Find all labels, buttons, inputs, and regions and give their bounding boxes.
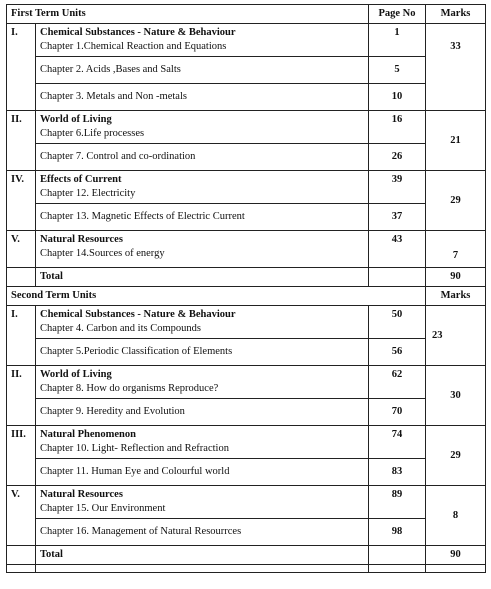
first-term-total-row [7,268,486,287]
unit-number: V. [7,486,36,546]
table-row [7,339,486,366]
unit-page: 89 [369,486,426,519]
unit-number: I. [7,306,36,366]
unit-title: Effects of Current [40,174,122,185]
table-row [7,171,486,204]
table-row [7,366,486,399]
chapter-page: 56 [369,339,426,366]
unit-marks: 29 [426,171,486,231]
unit-page: 50 [369,306,426,339]
chapter-name: Chapter 2. Acids ,Bases and Salts [36,57,369,84]
first-term-units-header: First Term Units [7,5,369,24]
table-row [7,459,486,486]
chapter-name: Chapter 15. Our Environment [40,503,166,514]
total-marks: 90 [426,268,486,287]
chapter-name: Chapter 13. Magnetic Effects of Electric Current [36,204,369,231]
chapter-page: 98 [369,519,426,546]
syllabus-table [6,4,486,573]
chapter-name: Chapter 11. Human Eye and Colourful world [36,459,369,486]
unit-cell [36,111,369,144]
total-label: Total [36,268,369,287]
marks-header: Marks [426,5,486,24]
table-row [7,84,486,111]
page-no-header: Page No [369,5,426,24]
second-term-total-row [7,546,486,565]
chapter-page: 26 [369,144,426,171]
unit-page: 62 [369,366,426,399]
chapter-page: 10 [369,84,426,111]
chapter-name: Chapter 9. Heredity and Evolution [36,399,369,426]
unit-cell [36,24,369,57]
table-row [7,57,486,84]
chapter-name: Chapter 6.Life processes [40,128,145,139]
chapter-name: Chapter 7. Control and co-ordination [36,144,369,171]
unit-page: 16 [369,111,426,144]
table-row [7,24,486,57]
table-row [7,486,486,519]
unit-page: 74 [369,426,426,459]
unit-number: III. [7,426,36,486]
chapter-page: 83 [369,459,426,486]
unit-cell [36,306,369,339]
unit-title: World of Living [40,369,112,380]
unit-title: Chemical Substances - Nature & Behaviour [40,27,236,38]
table-row [7,111,486,144]
chapter-name: Chapter 14.Sources of energy [40,248,165,259]
unit-marks: 21 [426,111,486,171]
chapter-name: Chapter 10. Light- Reflection and Refraction [40,443,229,454]
table-row [7,231,486,268]
unit-title: Natural Resources [40,234,123,245]
second-term-units-header: Second Term Units [7,287,369,306]
chapter-page: 37 [369,204,426,231]
chapter-name: Chapter 16. Management of Natural Resourrces [36,519,369,546]
unit-marks: 30 [426,366,486,426]
unit-title: Natural Resources [40,489,123,500]
unit-page: 43 [369,231,426,268]
unit-marks: 29 [426,426,486,486]
table-row [7,399,486,426]
unit-page: 1 [369,24,426,57]
total-label: Total [36,546,369,565]
marks-header: Marks [426,287,486,306]
table-row [7,306,486,339]
unit-marks: 23 [426,306,486,366]
unit-number: IV. [7,171,36,231]
unit-number: V. [7,231,36,268]
unit-title: World of Living [40,114,112,125]
unit-cell [36,171,369,204]
chapter-name: Chapter 4. Carbon and its Compounds [40,323,201,334]
chapter-name: Chapter 5.Periodic Classification of Elements [36,339,369,366]
unit-number: II. [7,111,36,171]
unit-cell [36,486,369,519]
table-row [7,519,486,546]
unit-marks: 33 [426,24,486,111]
chapter-page: 5 [369,57,426,84]
table-row [7,426,486,459]
unit-marks: 7 [426,231,486,268]
unit-title: Natural Phenomenon [40,429,136,440]
chapter-name: Chapter 1.Chemical Reaction and Equations [40,41,227,52]
unit-number: II. [7,366,36,426]
unit-page: 39 [369,171,426,204]
unit-title: Chemical Substances - Nature & Behaviour [40,309,236,320]
table-row [7,204,486,231]
unit-cell [36,366,369,399]
first-term-header-row [7,5,486,24]
chapter-name: Chapter 8. How do organisms Reproduce? [40,383,219,394]
chapter-page: 70 [369,399,426,426]
table-row [7,144,486,171]
unit-marks: 8 [426,486,486,546]
total-marks: 90 [426,546,486,565]
unit-number: I. [7,24,36,111]
second-term-header-row [7,287,486,306]
chapter-name: Chapter 12. Electricity [40,188,136,199]
unit-cell [36,231,369,268]
unit-cell [36,426,369,459]
chapter-name: Chapter 3. Metals and Non -metals [36,84,369,111]
